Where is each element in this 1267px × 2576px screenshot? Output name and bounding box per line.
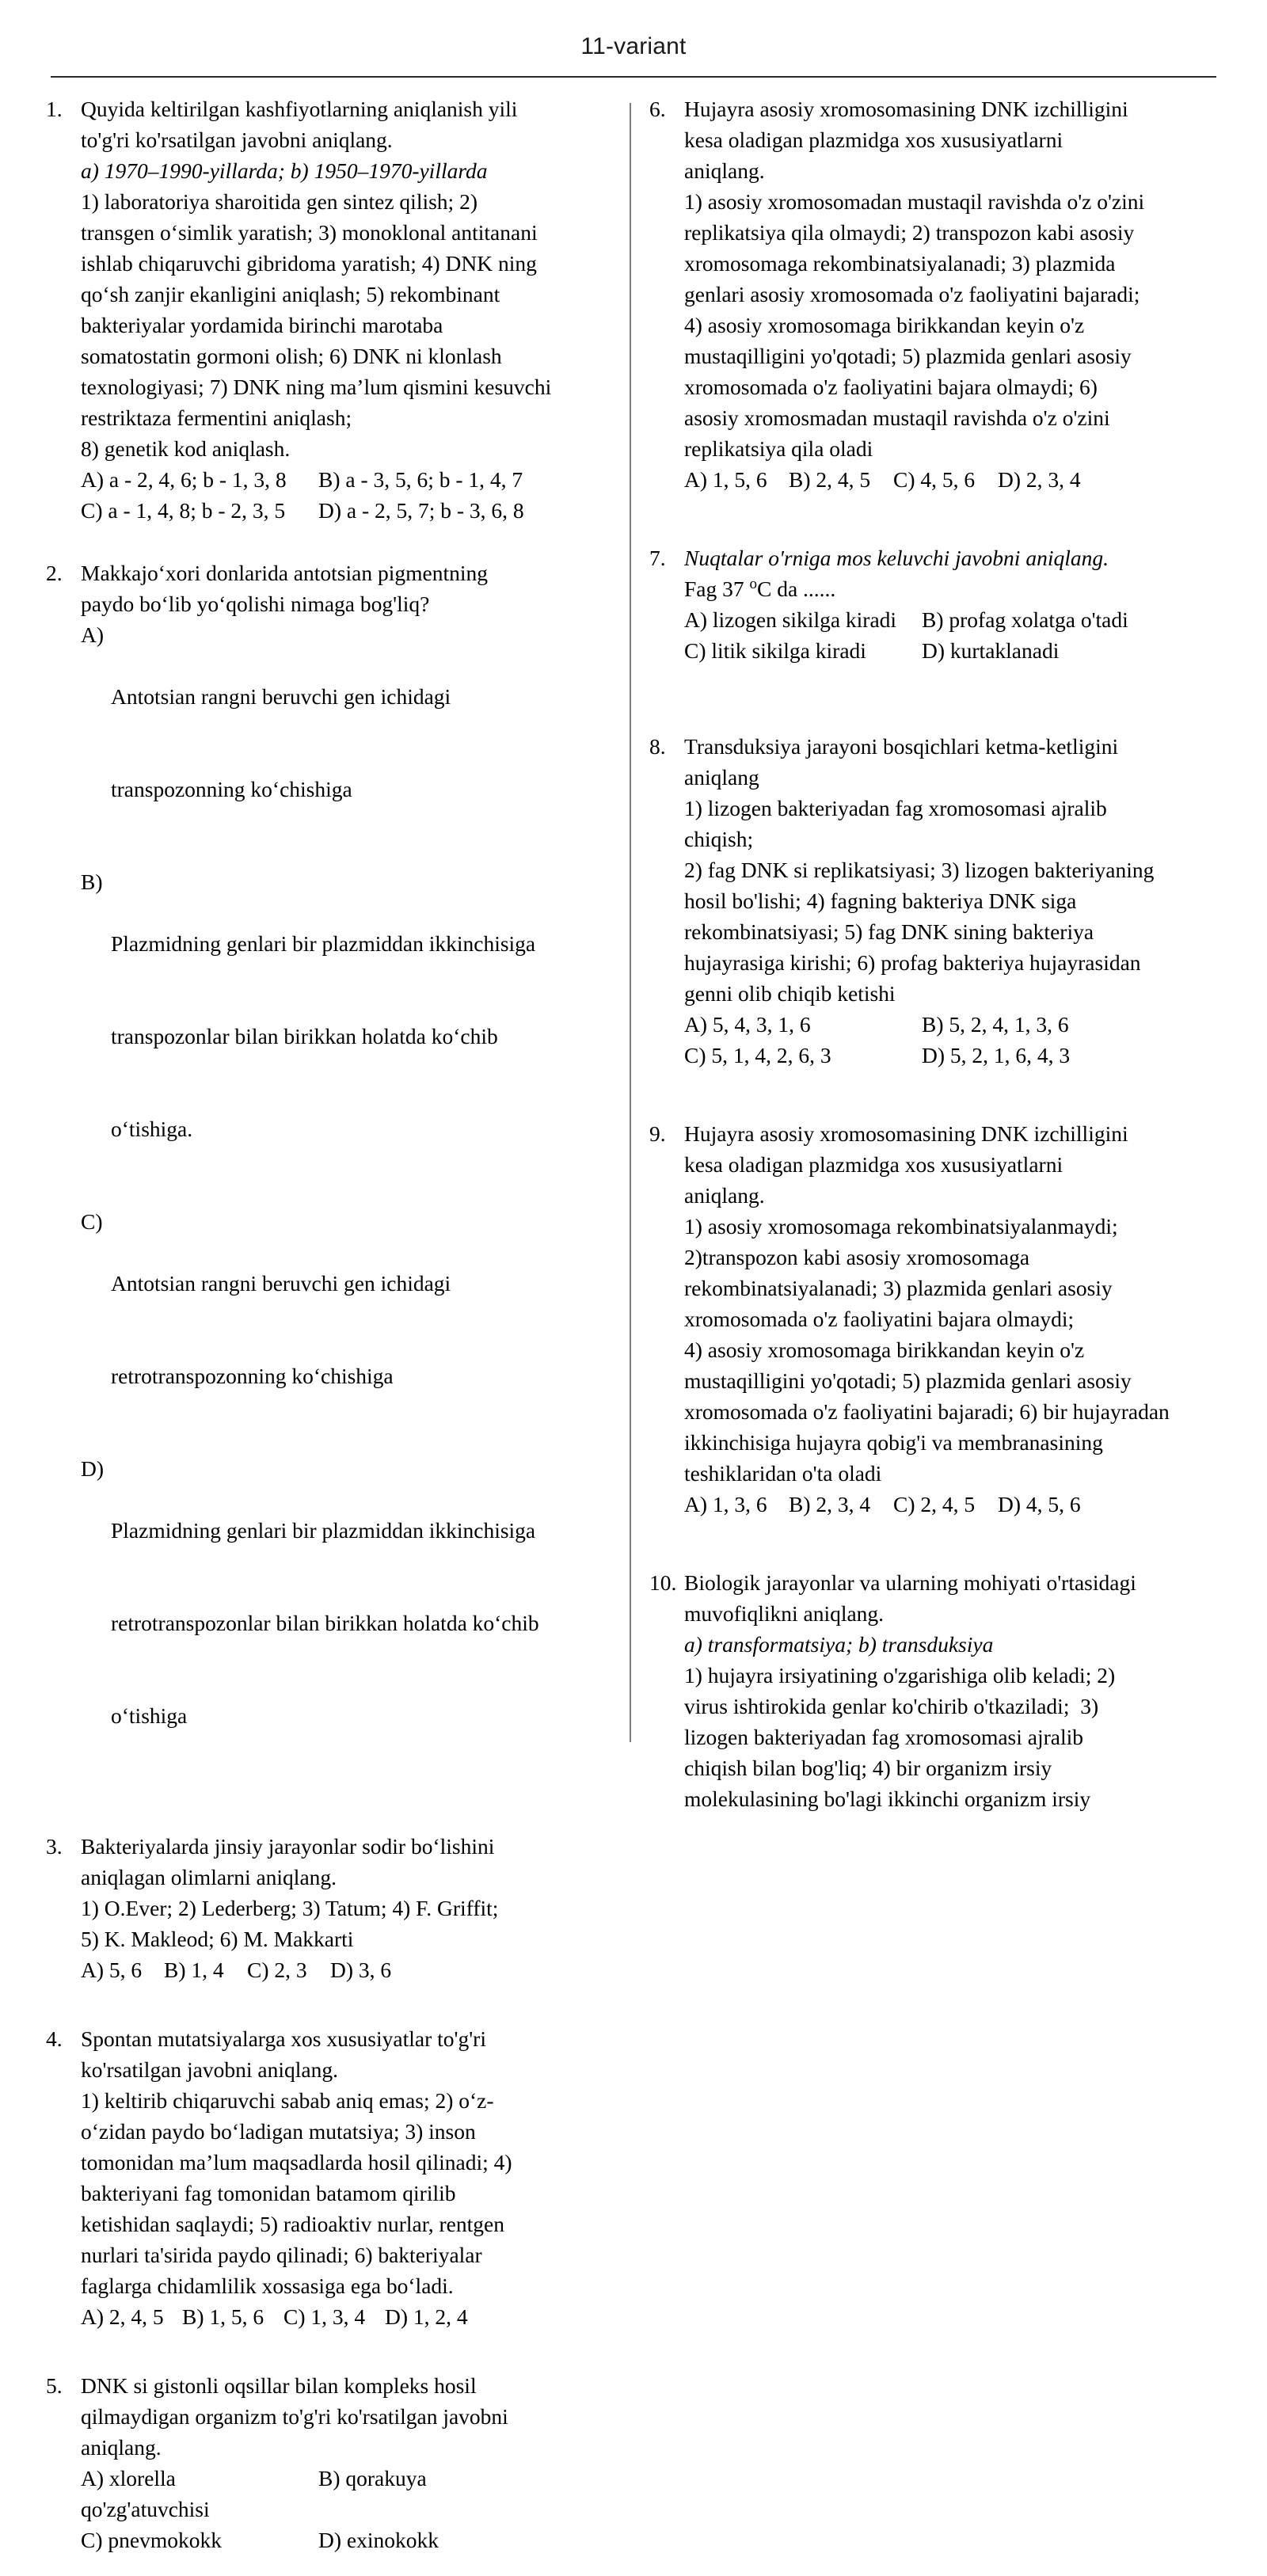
answer-option-c[interactable]: C) 2, 4, 5 (893, 1492, 976, 1516)
answer-option-b[interactable] (81, 866, 613, 1206)
question-number: 1. (46, 97, 63, 121)
question-10 (649, 1567, 1216, 1814)
question-item-line: ikkinchisiga hujayra qobig'i va membranasining (684, 1430, 1103, 1455)
answer-row (81, 2525, 613, 2555)
question-2 (46, 557, 613, 1793)
option-text-line: transpozonning ko‘chishiga (111, 777, 352, 801)
option-text-line: o‘tishiga (111, 1703, 188, 1728)
answer-option-c[interactable]: C) a - 1, 4, 8; b - 2, 3, 5 (81, 498, 286, 523)
question-item-line: replikatsiya qila oladi (684, 436, 873, 461)
answer-option-a[interactable]: A) 5, 4, 3, 1, 6 (684, 1012, 811, 1037)
question-item-line: 1) asosiy xromosomaga rekombinatsiyalanmaydi; (684, 1214, 1118, 1239)
question-item-line: bakteriyani fag tomonidan batamom qirilib (81, 2181, 456, 2205)
question-item-line: chiqish bilan bog'liq; 4) bir organizm irsiy (684, 1756, 1052, 1780)
option-text-line: o‘tishiga. (111, 1117, 193, 1141)
page-title: 11-variant (580, 33, 687, 59)
question-stem-line: Hujayra asosiy xromosomasining DNK izchilligini (684, 97, 1128, 121)
question-number: 2. (46, 561, 63, 585)
answer-option-b[interactable]: B) 1, 4 (164, 1958, 224, 1982)
question-8 (649, 731, 1216, 1071)
answer-option-d[interactable]: D) exinokokk (318, 2528, 439, 2552)
right-column (649, 93, 1216, 1835)
answer-option-c[interactable]: C) 1, 3, 4 (283, 2304, 366, 2329)
question-item-line: 4) asosiy xromosomaga birikkandan keyin o'z (684, 1337, 1085, 1362)
answer-row (81, 2301, 613, 2332)
question-item-line: rekombinatsiyasi; 5) fag DNK sining bakteriya (684, 919, 1094, 944)
answer-option-a-continued: qo'zg'atuvchisi (81, 2497, 210, 2521)
answer-option-a[interactable]: A) 1, 3, 6 (684, 1492, 767, 1516)
question-number: 3. (46, 1834, 63, 1859)
question-stem-line: Spontan mutatsiyalarga xos xususiyatlar to'g'ri (81, 2026, 486, 2051)
question-item-line: mustaqilligini yo'qotadi; 5) plazmida genlari asosiy (684, 1368, 1132, 1393)
question-item-line: bakteriyalar yordamida birinchi marotaba (81, 313, 443, 337)
question-item-line: somatostatin gormoni olish; 6) DNK ni klonlash (81, 344, 502, 368)
question-item-line: genlari asosiy xromosomada o'z faoliyatini bajaradi; (684, 282, 1140, 306)
answer-option-a[interactable]: A) xlorella (81, 2466, 176, 2490)
answer-option-b[interactable]: B) 2, 3, 4 (789, 1492, 871, 1516)
option-text-line: transpozonlar bilan birikkan holatda ko‘chib (111, 1024, 498, 1048)
question-item-line: hosil bo'lishi; 4) fagning bakteriya DNK siga (684, 888, 1077, 913)
question-item-line: o‘zidan paydo bo‘ladigan mutatsiya; 3) inson (81, 2119, 476, 2144)
answer-row (81, 464, 613, 495)
question-item-line: molekulasining bo'lagi ikkinchi organizm irsiy (684, 1786, 1091, 1811)
option-text-line: retrotranspozonlar bilan birikkan holatda ko‘chib (111, 1611, 539, 1635)
question-stem-line: DNK si gistonli oqsillar bilan kompleks hosil (81, 2373, 477, 2398)
question-item-line: transgen o‘simlik yaratish; 3) monoklonal antitanani (81, 220, 538, 245)
spacer (649, 687, 1216, 713)
question-item-line: teshiklaridan o'ta oladi (684, 1461, 882, 1486)
question-italic-line: a) 1970–1990-yillarda; b) 1950–1970-yillarda (81, 158, 488, 183)
question-stem-line: muvofiqlikni aniqlang. (684, 1601, 885, 1626)
two-column-body (0, 93, 1267, 2552)
answer-option-d[interactable] (81, 1453, 613, 1793)
question-stem-line: kesa oladigan plazmidga xos xususiyatlarni (684, 1152, 1063, 1177)
question-item-line: xromosomada o'z faoliyatini bajara olmaydi; (684, 1307, 1075, 1331)
answer-option-a[interactable]: A) a - 2, 4, 6; b - 1, 3, 8 (81, 467, 287, 492)
question-item-line: xromosomaga rekombinatsiyalanadi; 3) plazmida (684, 251, 1116, 276)
question-item-line: 2) fag DNK si replikatsiyasi; 3) lizogen bakteriyaning (684, 858, 1155, 882)
question-item-line: virus ishtirokida genlar ko'chirib o'tkaziladi; 3) (684, 1694, 1099, 1718)
question-item-line: chiqish; (684, 827, 754, 851)
answer-option-d[interactable]: D) kurtaklanadi (922, 638, 1060, 663)
question-stem-line: Makkajo‘xori donlarida antotsian pigmentning (81, 561, 488, 585)
answer-option-b[interactable]: B) qorakuya (318, 2466, 427, 2490)
question-item-line: asosiy xromosmadan mustaqil ravishda o'z o'zini (684, 405, 1110, 430)
question-number: 4. (46, 2026, 63, 2051)
question-item-line: qo‘sh zanjir ekanligini aniqlash; 5) rekombinant (81, 282, 500, 306)
column-divider (630, 103, 631, 1742)
question-stem-line: Hujayra asosiy xromosomasining DNK izchilligini (684, 1121, 1128, 1146)
answer-option-c[interactable]: C) litik sikilga kiradi (684, 638, 866, 663)
question-item-line: 1) hujayra irsiyatining o'zgarishiga olib keladi; 2) (684, 1663, 1116, 1688)
answer-option-c[interactable]: C) 4, 5, 6 (893, 467, 976, 492)
fill-suffix: C da ...... (757, 576, 836, 601)
answer-row (684, 464, 1216, 495)
option-text-line: Plazmidning genlari bir plazmiddan ikkinchisiga (111, 931, 536, 956)
question-item-line: lizogen bakteriyadan fag xromosomasi ajralib (684, 1725, 1083, 1749)
question-item-line: mustaqilligini yo'qotadi; 5) plazmida genlari asosiy (684, 344, 1132, 368)
question-stem-line: Quyida keltirilgan kashfiyotlarning aniqlanish yili (81, 97, 518, 121)
question-stem-line: to'g'ri ko'rsatilgan javobni aniqlang. (81, 127, 393, 152)
answer-option-a[interactable]: A) 5, 6 (81, 1958, 143, 1982)
question-item-line: 5) K. Makleod; 6) M. Makkarti (81, 1927, 354, 1951)
option-text-line: Antotsian rangni beruvchi gen ichidagi (111, 684, 451, 709)
answer-option-b[interactable]: B) profag xolatga o'tadi (922, 607, 1128, 632)
answer-option-c[interactable]: C) 5, 1, 4, 2, 6, 3 (684, 1043, 831, 1067)
spacer (649, 1091, 1216, 1118)
question-9 (649, 1118, 1216, 1520)
question-stem-line: Bakteriyalarda jinsiy jarayonlar sodir bo‘lishini (81, 1834, 495, 1859)
question-item-line: 4) asosiy xromosomaga birikkandan keyin o'z (684, 313, 1085, 337)
option-text-line: Plazmidning genlari bir plazmiddan ikkinchisiga (111, 1518, 536, 1543)
fill-prefix: Fag 37 (684, 576, 750, 601)
option-text-line: Antotsian rangni beruvchi gen ichidagi (111, 1271, 451, 1296)
answer-option-b[interactable]: B) 1, 5, 6 (182, 2304, 264, 2329)
spacer (649, 713, 1216, 731)
spacer (46, 1813, 613, 1831)
answer-row (81, 495, 613, 526)
question-item-line: 8) genetik kod aniqlash. (81, 436, 291, 461)
question-number: 7. (649, 546, 666, 570)
answer-option-d[interactable]: D) 3, 6 (330, 1958, 392, 1982)
question-stem-line: qilmaydigan organizm to'g'ri ko'rsatilgan javobni (81, 2404, 508, 2429)
answer-option-d[interactable]: D) 5, 2, 1, 6, 4, 3 (922, 1043, 1071, 1067)
question-italic-stem: Nuqtalar o'rniga mos keluvchi javobni aniqlang. (684, 546, 1109, 570)
degree-symbol: o (749, 575, 757, 592)
question-1 (46, 93, 613, 526)
question-item-line: texnologiyasi; 7) DNK ning ma’lum qismini kesuvchi (81, 375, 552, 399)
question-7 (649, 542, 1216, 666)
answer-option-d[interactable]: D) 4, 5, 6 (998, 1492, 1081, 1516)
question-item-line: faglarga chidamlilik xossasiga ega bo‘ladi. (81, 2274, 454, 2298)
question-stem-line: aniqlagan olimlarni aniqlang. (81, 1865, 337, 1889)
answer-row (81, 1954, 613, 1985)
answer-option-d[interactable]: D) a - 2, 5, 7; b - 3, 6, 8 (318, 498, 524, 523)
question-stem-line: aniqlang (684, 765, 759, 790)
answer-option-a[interactable]: A) 1, 5, 6 (684, 467, 767, 492)
question-item-line: genni olib chiqib ketishi (684, 981, 896, 1006)
question-item-line: 2)transpozon kabi asosiy xromosomaga (684, 1245, 1030, 1269)
question-number: 9. (649, 1121, 666, 1146)
question-item-line: 1) laboratoriya sharoitida gen sintez qilish; 2) (81, 189, 478, 214)
option-letter: A) (81, 622, 105, 647)
question-item-line: ketishidan saqlaydi; 5) radioaktiv nurlar, rentgen (81, 2212, 504, 2236)
left-column (46, 93, 613, 2576)
spacer (46, 2353, 613, 2370)
page-header (0, 0, 1267, 79)
question-number: 5. (46, 2373, 63, 2398)
answer-option-a[interactable]: A) lizogen sikilga kiradi (684, 607, 897, 632)
question-item-line: 1) keltirib chiqaruvchi sabab aniq emas; 2) o‘z- (81, 2088, 494, 2113)
question-stem-line: aniqlang. (81, 2435, 162, 2460)
option-letter: C) (81, 1209, 103, 1234)
answer-row (684, 604, 1216, 635)
answer-option-c[interactable]: C) 2, 3 (247, 1958, 307, 1982)
spacer (46, 2006, 613, 2023)
answer-row (684, 1040, 1216, 1071)
question-3 (46, 1831, 613, 1985)
answer-option-d[interactable]: D) 2, 3, 4 (998, 467, 1081, 492)
answer-option-c[interactable]: C) pnevmokokk (81, 2528, 222, 2552)
question-item-line: xromosomada o'z faoliyatini bajaradi; 6) bir hujayradan (684, 1399, 1170, 1424)
answer-option-a[interactable]: A) 2, 4, 5 (81, 2304, 164, 2329)
question-stem-line: ko'rsatilgan javobni aniqlang. (81, 2057, 338, 2082)
answer-option-b[interactable]: B) a - 3, 5, 6; b - 1, 4, 7 (318, 467, 523, 492)
answer-row (81, 2463, 613, 2494)
question-item-line: hujayrasiga kirishi; 6) profag bakteriya hujayrasidan (684, 950, 1141, 975)
header-divider-rule (51, 76, 1216, 78)
question-number: 10. (649, 1570, 677, 1595)
question-5 (46, 2370, 613, 2555)
option-text-line: retrotranspozonning ko‘chishiga (111, 1364, 394, 1388)
question-item-line: xromosomada o'z faoliyatini bajara olmaydi; 6) (684, 375, 1098, 399)
question-6 (649, 93, 1216, 495)
option-letter: B) (81, 869, 103, 894)
answer-option-c[interactable] (81, 1206, 613, 1453)
question-item-line: nurlari ta'sirida paydo qilinadi; 6) bakteriyalar (81, 2243, 482, 2267)
answer-option-b[interactable]: B) 5, 2, 4, 1, 3, 6 (922, 1012, 1069, 1037)
option-letter: D) (81, 1456, 105, 1481)
question-item-line: 1) O.Ever; 2) Lederberg; 3) Tatum; 4) F. Griffit; (81, 1896, 499, 1920)
question-number: 8. (649, 734, 666, 759)
spacer (649, 1540, 1216, 1567)
question-item-line: tomonidan ma’lum maqsadlarda hosil qilinadi; 4) (81, 2150, 512, 2175)
spacer (649, 516, 1216, 542)
answer-row (684, 635, 1216, 666)
question-item-line: rekombinatsiyalanadi; 3) plazmida genlari asosiy (684, 1276, 1113, 1300)
question-item-line: replikatsiya qila olmaydi; 2) transpozon kabi asosiy (684, 220, 1135, 245)
answer-option-b[interactable]: B) 2, 4, 5 (789, 467, 871, 492)
answer-row (684, 1489, 1216, 1520)
question-number: 6. (649, 97, 666, 121)
answer-option-a[interactable] (81, 619, 613, 866)
spacer (46, 546, 613, 557)
question-fill-in-line (684, 573, 1216, 604)
question-item-line: 1) asosiy xromosomadan mustaqil ravishda o'z o'zini (684, 189, 1145, 214)
answer-option-d[interactable]: D) 1, 2, 4 (385, 2304, 468, 2329)
answer-row (81, 2494, 613, 2525)
question-stem-line: Transduksiya jarayoni bosqichlari ketma-ketligini (684, 734, 1119, 759)
question-item-line: 1) lizogen bakteriyadan fag xromosomasi ajralib (684, 796, 1107, 820)
question-item-line: restriktaza fermentini aniqlash; (81, 405, 352, 430)
question-stem-line: aniqlang. (684, 1183, 765, 1208)
question-stem-line: kesa oladigan plazmidga xos xususiyatlarni (684, 127, 1063, 152)
question-italic-line: a) transformatsiya; b) transduksiya (684, 1632, 994, 1657)
question-item-line: ishlab chiqaruvchi gibridoma yaratish; 4) DNK ning (81, 251, 537, 276)
question-stem-line: Biologik jarayonlar va ularning mohiyati o'rtasidagi (684, 1570, 1136, 1595)
question-4 (46, 2023, 613, 2332)
question-stem-line: aniqlang. (684, 158, 765, 183)
answer-row (684, 1009, 1216, 1040)
question-stem-line: paydo bo‘lib yo‘qolishi nimaga bog'liq? (81, 592, 430, 616)
